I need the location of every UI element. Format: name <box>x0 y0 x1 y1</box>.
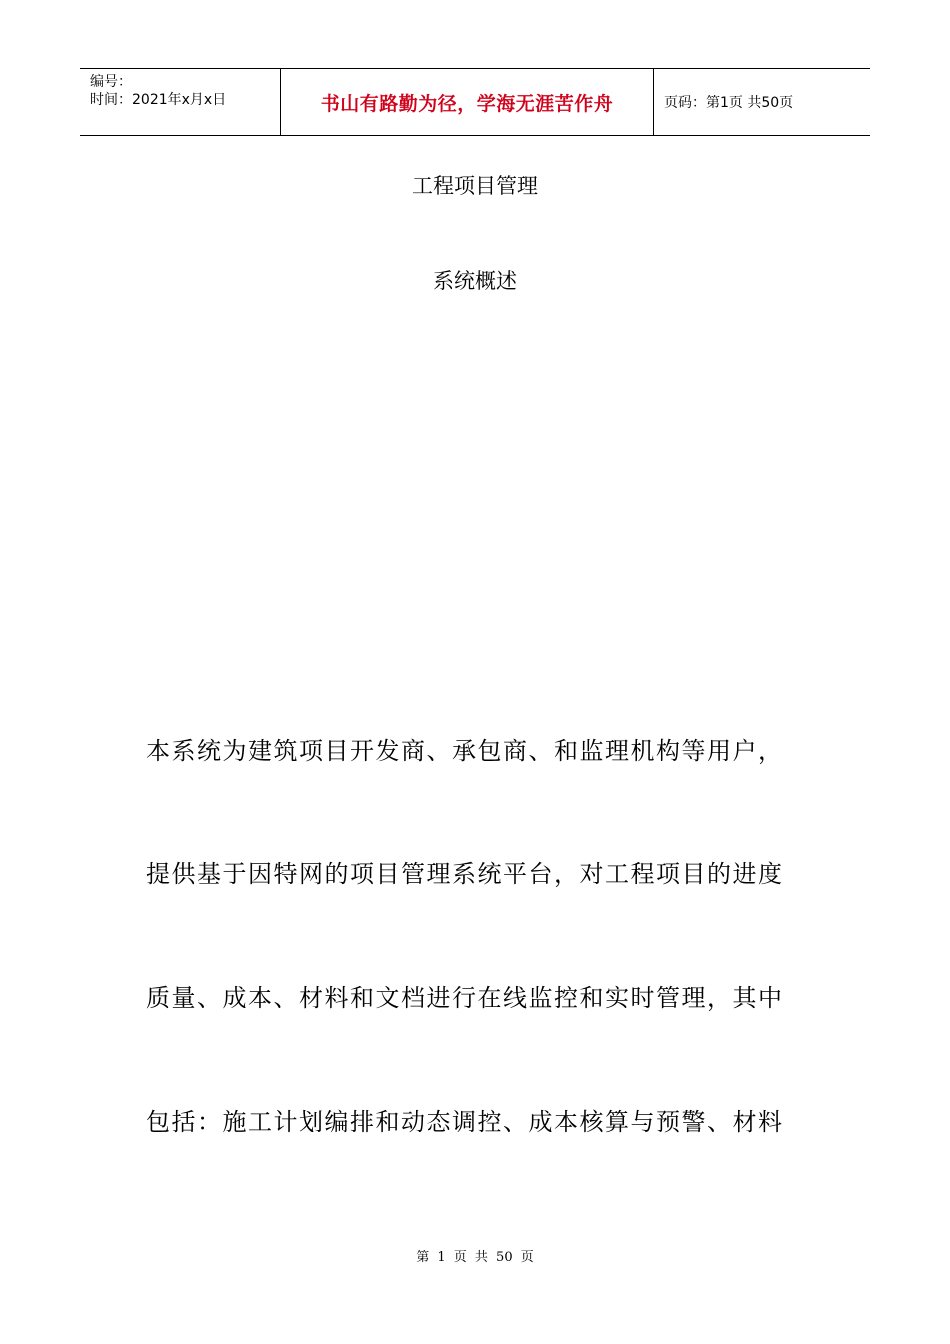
header-page-info: 页码：第1页 共50页 <box>664 95 794 111</box>
header-page-cell <box>654 69 870 135</box>
header-motto: 书山有路勤为径，学海无涯苦作舟 <box>320 92 614 115</box>
body-line-1: 本系统为建筑项目开发商、承包商、和监理机构等用户， <box>146 737 784 765</box>
header-motto-cell <box>281 69 654 135</box>
document-title: 工程项目管理 <box>412 174 538 198</box>
header-meta-cell <box>80 69 281 135</box>
document-number-label: 编号： <box>90 74 132 90</box>
section-title: 系统概述 <box>433 269 517 293</box>
body-line-3: 质量、成本、材料和文档进行在线监控和实时管理，其中 <box>146 984 784 1012</box>
body-line-4: 包括：施工计划编排和动态调控、成本核算与预警、材料 <box>146 1108 784 1136</box>
header-table <box>80 68 870 136</box>
page-footer: 第 1 页 共 50 页 <box>416 1250 534 1265</box>
body-line-2: 提供基于因特网的项目管理系统平台，对工程项目的进度 <box>146 860 784 888</box>
document-date-label: 时间：2021年x月x日 <box>90 92 227 108</box>
